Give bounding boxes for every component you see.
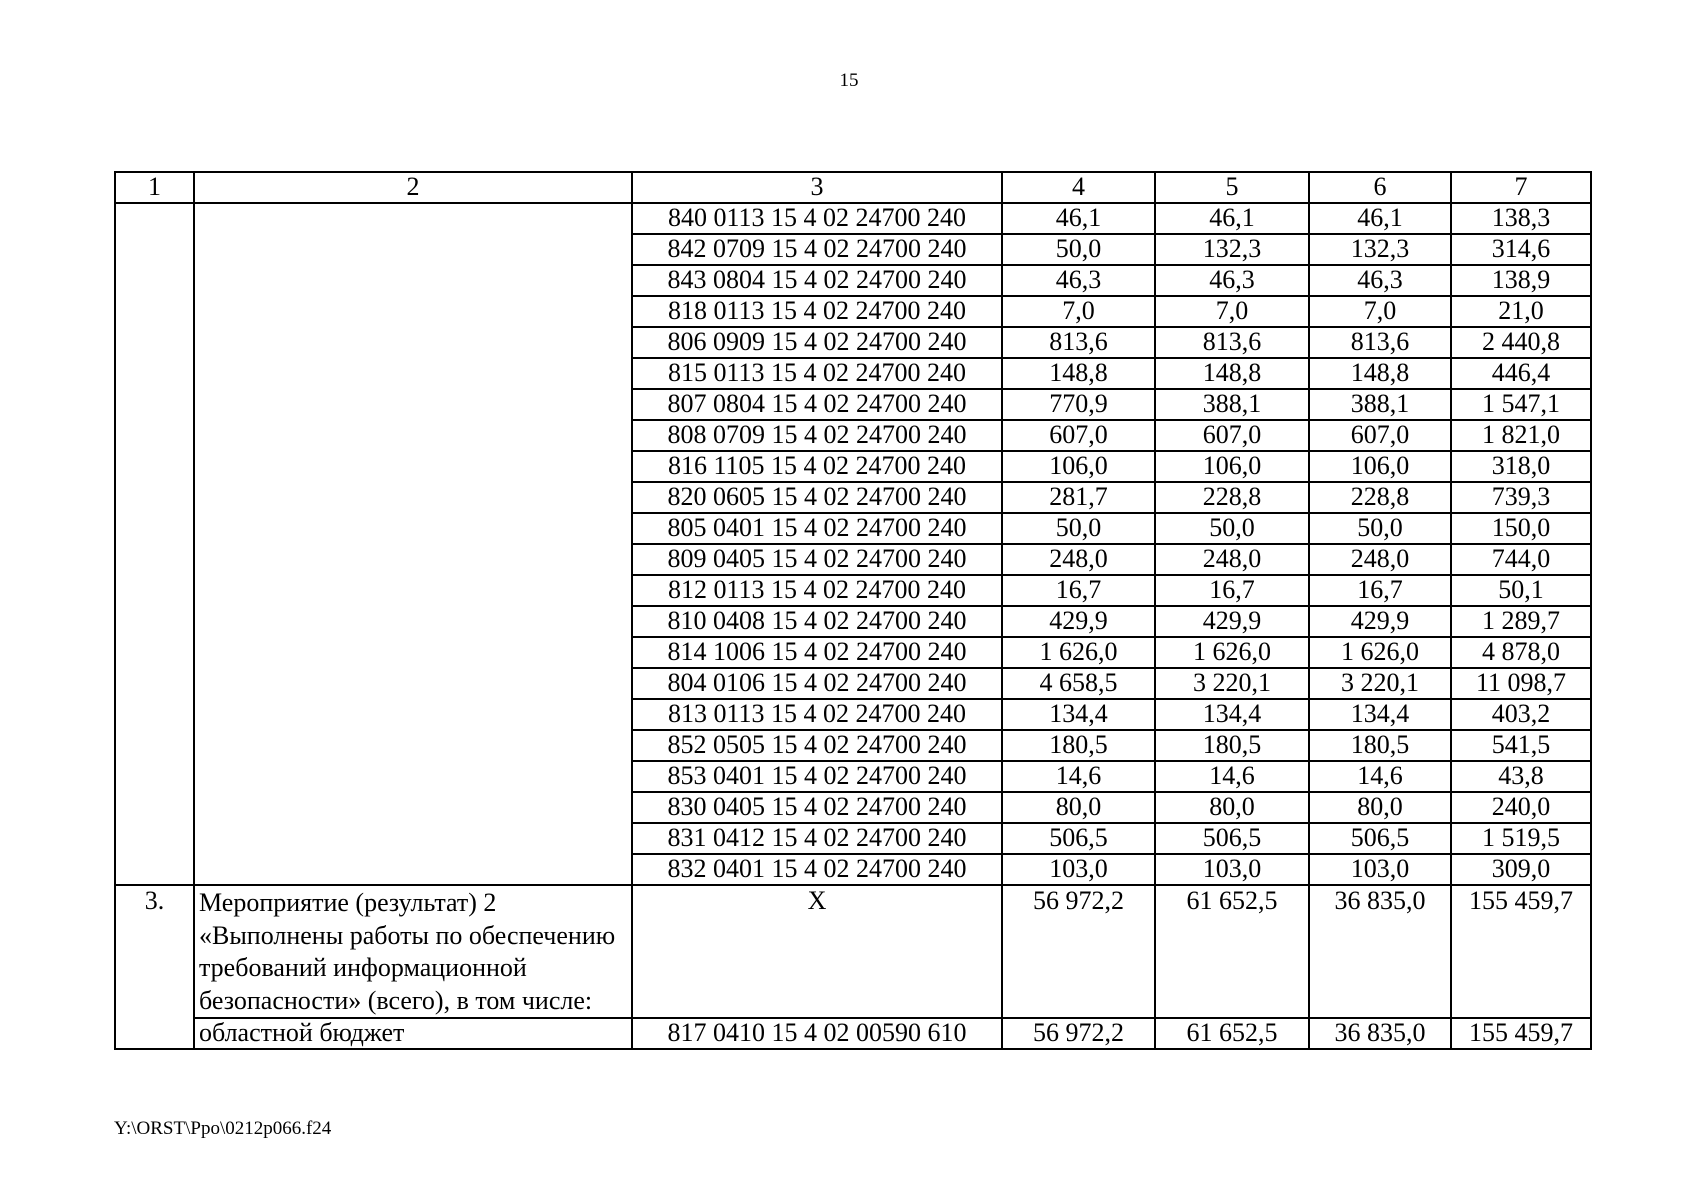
value-cell-6: 3 220,1 [1309, 668, 1451, 699]
value-cell-7: 739,3 [1451, 482, 1591, 513]
code-cell: 853 0401 15 4 02 24700 240 [632, 761, 1002, 792]
value-cell-5: 228,8 [1155, 482, 1309, 513]
value-cell-5: 14,6 [1155, 761, 1309, 792]
code-cell: 805 0401 15 4 02 24700 240 [632, 513, 1002, 544]
page-number: 15 [839, 70, 859, 91]
value-cell-7: 314,6 [1451, 234, 1591, 265]
value-cell-5: 80,0 [1155, 792, 1309, 823]
value-cell-4: 134,4 [1002, 699, 1155, 730]
value-cell-7: 403,2 [1451, 699, 1591, 730]
code-cell: 843 0804 15 4 02 24700 240 [632, 265, 1002, 296]
header-cell-6: 6 [1309, 172, 1451, 203]
value-cell-5: 3 220,1 [1155, 668, 1309, 699]
code-cell: 808 0709 15 4 02 24700 240 [632, 420, 1002, 451]
code-cell: 840 0113 15 4 02 24700 240 [632, 203, 1002, 234]
value-cell-4: 4 658,5 [1002, 668, 1155, 699]
value-cell-7: 1 519,5 [1451, 823, 1591, 854]
value-cell-7: 446,4 [1451, 358, 1591, 389]
value-cell-5: 813,6 [1155, 327, 1309, 358]
value-cell-5: 7,0 [1155, 296, 1309, 327]
value-cell-4: 148,8 [1002, 358, 1155, 389]
value-cell-5: 180,5 [1155, 730, 1309, 761]
code-cell: 830 0405 15 4 02 24700 240 [632, 792, 1002, 823]
code-cell: 812 0113 15 4 02 24700 240 [632, 575, 1002, 606]
value-cell-5: 134,4 [1155, 699, 1309, 730]
value-cell-6: 36 835,0 [1309, 1018, 1451, 1049]
value-cell-7: 4 878,0 [1451, 637, 1591, 668]
value-cell-5: 248,0 [1155, 544, 1309, 575]
value-cell-4: 56 972,2 [1002, 1018, 1155, 1049]
value-cell-6: 36 835,0 [1309, 885, 1451, 1018]
item-description-cell: Мероприятие (результат) 2 «Выполнены работы по обеспечению требований информационной безопасности» (всего), в том числе: [194, 885, 632, 1018]
value-cell-7: 138,9 [1451, 265, 1591, 296]
value-cell-6: 134,4 [1309, 699, 1451, 730]
header-row [115, 172, 1591, 203]
value-cell-7: 50,1 [1451, 575, 1591, 606]
value-cell-5: 106,0 [1155, 451, 1309, 482]
value-cell-5: 132,3 [1155, 234, 1309, 265]
budget-table [114, 171, 1592, 1050]
funding-source-cell: областной бюджет [194, 1018, 632, 1049]
item-number-cell: 3. [115, 885, 194, 1049]
code-cell: 807 0804 15 4 02 24700 240 [632, 389, 1002, 420]
value-cell-7: 150,0 [1451, 513, 1591, 544]
value-cell-7: 1 289,7 [1451, 606, 1591, 637]
value-cell-6: 607,0 [1309, 420, 1451, 451]
value-cell-7: 309,0 [1451, 854, 1591, 885]
header-cell-4: 4 [1002, 172, 1155, 203]
value-cell-6: 80,0 [1309, 792, 1451, 823]
value-cell-4: 106,0 [1002, 451, 1155, 482]
code-cell: 817 0410 15 4 02 00590 610 [632, 1018, 1002, 1049]
value-cell-6: 388,1 [1309, 389, 1451, 420]
value-cell-4: 1 626,0 [1002, 637, 1155, 668]
value-cell-4: 16,7 [1002, 575, 1155, 606]
header-cell-2: 2 [194, 172, 632, 203]
value-cell-6: 228,8 [1309, 482, 1451, 513]
value-cell-6: 46,1 [1309, 203, 1451, 234]
value-cell-6: 106,0 [1309, 451, 1451, 482]
value-cell-7: 744,0 [1451, 544, 1591, 575]
code-cell: 831 0412 15 4 02 24700 240 [632, 823, 1002, 854]
value-cell-4: 56 972,2 [1002, 885, 1155, 1018]
code-cell: 842 0709 15 4 02 24700 240 [632, 234, 1002, 265]
value-cell-4: 429,9 [1002, 606, 1155, 637]
value-cell-6: 7,0 [1309, 296, 1451, 327]
header-cell-5: 5 [1155, 172, 1309, 203]
code-cell: 832 0401 15 4 02 24700 240 [632, 854, 1002, 885]
value-cell-5: 46,3 [1155, 265, 1309, 296]
value-cell-6: 506,5 [1309, 823, 1451, 854]
value-cell-6: 429,9 [1309, 606, 1451, 637]
value-cell-5: 61 652,5 [1155, 885, 1309, 1018]
value-cell-7: 155 459,7 [1451, 1018, 1591, 1049]
value-cell-4: 607,0 [1002, 420, 1155, 451]
code-cell: 813 0113 15 4 02 24700 240 [632, 699, 1002, 730]
value-cell-7: 318,0 [1451, 451, 1591, 482]
code-cell: 804 0106 15 4 02 24700 240 [632, 668, 1002, 699]
value-cell-4: 46,3 [1002, 265, 1155, 296]
code-cell: X [632, 885, 1002, 1018]
value-cell-4: 248,0 [1002, 544, 1155, 575]
code-cell: 820 0605 15 4 02 24700 240 [632, 482, 1002, 513]
value-cell-6: 148,8 [1309, 358, 1451, 389]
code-cell: 810 0408 15 4 02 24700 240 [632, 606, 1002, 637]
table-row-item-3 [115, 885, 1591, 1018]
value-cell-4: 180,5 [1002, 730, 1155, 761]
value-cell-4: 281,7 [1002, 482, 1155, 513]
value-cell-5: 429,9 [1155, 606, 1309, 637]
value-cell-5: 1 626,0 [1155, 637, 1309, 668]
value-cell-6: 16,7 [1309, 575, 1451, 606]
value-cell-5: 61 652,5 [1155, 1018, 1309, 1049]
code-cell: 815 0113 15 4 02 24700 240 [632, 358, 1002, 389]
value-cell-4: 506,5 [1002, 823, 1155, 854]
value-cell-4: 50,0 [1002, 234, 1155, 265]
value-cell-4: 80,0 [1002, 792, 1155, 823]
value-cell-7: 240,0 [1451, 792, 1591, 823]
value-cell-5: 50,0 [1155, 513, 1309, 544]
value-cell-4: 103,0 [1002, 854, 1155, 885]
value-cell-5: 506,5 [1155, 823, 1309, 854]
table-row-item-3-regional-budget [115, 1018, 1591, 1049]
value-cell-6: 813,6 [1309, 327, 1451, 358]
value-cell-7: 1 821,0 [1451, 420, 1591, 451]
value-cell-7: 2 440,8 [1451, 327, 1591, 358]
value-cell-6: 180,5 [1309, 730, 1451, 761]
value-cell-7: 541,5 [1451, 730, 1591, 761]
value-cell-6: 248,0 [1309, 544, 1451, 575]
value-cell-7: 155 459,7 [1451, 885, 1591, 1018]
value-cell-7: 43,8 [1451, 761, 1591, 792]
code-cell: 852 0505 15 4 02 24700 240 [632, 730, 1002, 761]
item-number-cell [115, 203, 194, 885]
code-cell: 814 1006 15 4 02 24700 240 [632, 637, 1002, 668]
value-cell-4: 46,1 [1002, 203, 1155, 234]
table-row [115, 203, 1591, 234]
header-cell-1: 1 [115, 172, 194, 203]
value-cell-6: 132,3 [1309, 234, 1451, 265]
value-cell-4: 50,0 [1002, 513, 1155, 544]
value-cell-5: 607,0 [1155, 420, 1309, 451]
value-cell-4: 14,6 [1002, 761, 1155, 792]
value-cell-6: 46,3 [1309, 265, 1451, 296]
value-cell-5: 388,1 [1155, 389, 1309, 420]
value-cell-4: 770,9 [1002, 389, 1155, 420]
header-cell-7: 7 [1451, 172, 1591, 203]
value-cell-6: 14,6 [1309, 761, 1451, 792]
value-cell-7: 21,0 [1451, 296, 1591, 327]
code-cell: 818 0113 15 4 02 24700 240 [632, 296, 1002, 327]
value-cell-6: 1 626,0 [1309, 637, 1451, 668]
file-path-footer: Y:\ORST\Ppo\0212p066.f24 [114, 1118, 332, 1139]
value-cell-4: 7,0 [1002, 296, 1155, 327]
value-cell-6: 50,0 [1309, 513, 1451, 544]
value-cell-7: 11 098,7 [1451, 668, 1591, 699]
value-cell-7: 138,3 [1451, 203, 1591, 234]
value-cell-5: 16,7 [1155, 575, 1309, 606]
code-cell: 806 0909 15 4 02 24700 240 [632, 327, 1002, 358]
item-description-cell [194, 203, 632, 885]
value-cell-5: 46,1 [1155, 203, 1309, 234]
code-cell: 816 1105 15 4 02 24700 240 [632, 451, 1002, 482]
value-cell-7: 1 547,1 [1451, 389, 1591, 420]
value-cell-6: 103,0 [1309, 854, 1451, 885]
value-cell-4: 813,6 [1002, 327, 1155, 358]
code-cell: 809 0405 15 4 02 24700 240 [632, 544, 1002, 575]
header-cell-3: 3 [632, 172, 1002, 203]
value-cell-5: 103,0 [1155, 854, 1309, 885]
value-cell-5: 148,8 [1155, 358, 1309, 389]
